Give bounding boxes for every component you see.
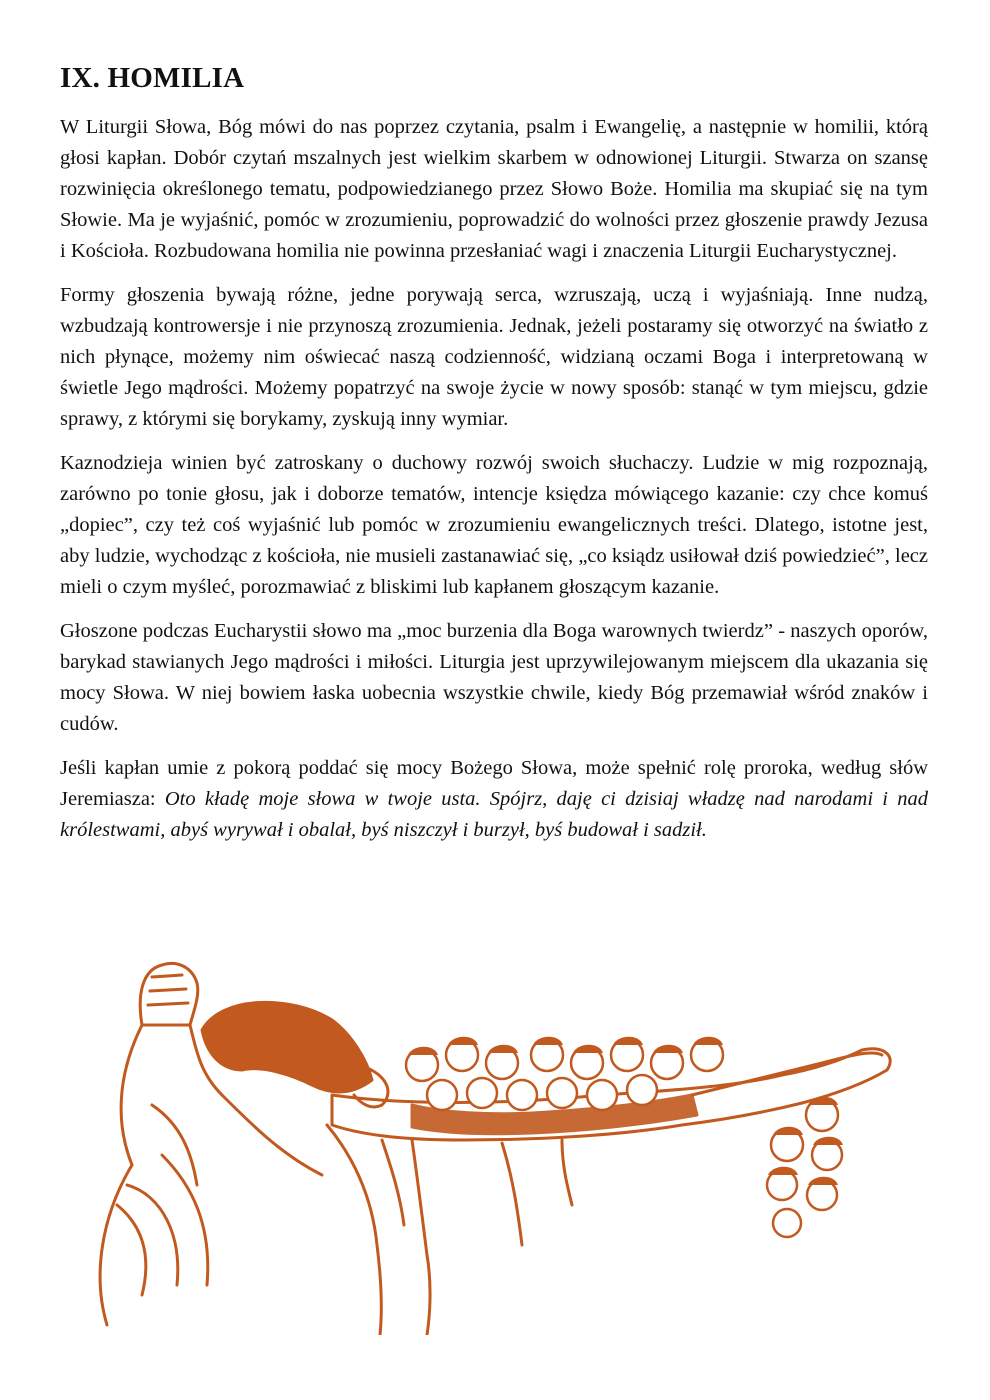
paragraph-3: Kaznodzieja winien być zatroskany o duchowy rozwój swoich słuchaczy. Ludzie w mig rozpoznają, zarówno po tonie głosu, jak i doborze tematów, intencje księdza mówiącego kazanie: czy chce komuś „dopiec”, czy też coś wyjaśnić lub pomóc w zrozumieniu ewangelicznych treści. Dlatego, istotne jest, aby ludzie, wychodząc z kościoła, nie musieli zastanawiać się, „co ksiądz usiłował dziś powiedzieć”, lecz mieli o czym myśleć, porozmawiać z bliskimi lub kapłanem głoszącym kazanie. bbox=[60, 452, 928, 598]
paragraph-5 bbox=[60, 753, 928, 846]
jeremiah-quote: Oto kładę moje słowa w twoje usta. Spójrz, daję ci dzisiaj władzę nad narodami i nad królestwami, abyś wyrywał i obalał, byś niszczył i burzył, byś budował i sadził. bbox=[60, 788, 928, 841]
body-text bbox=[60, 112, 928, 859]
paragraph-2: Formy głoszenia bywają różne, jedne porywają serca, wzruszają, uczą i wyjaśniają. Inne nudzą, wzbudzają kontrowersje i nie przynoszą zrozumienia. Jednak, jeżeli postaramy się otworzyć na światło z nich płynące, możemy nim oświecać naszą codzienność, widzianą oczami Boga i interpretowaną w świetle Jego mądrości. Możemy popatrzyć na swoje życie w nowy sposób: stanąć w tym miejscu, gdzie sprawy, z którymi się borykamy, zyskują inny wymiar. bbox=[60, 284, 928, 430]
paragraph-5-intro: Jeśli kapłan umie z pokorą poddać się mocy Bożego Słowa, może spełnić rolę proroka, według słów Jeremiasza: bbox=[60, 757, 928, 810]
paragraph-1: W Liturgii Słowa, Bóg mówi do nas poprzez czytania, psalm i Ewangelię, a następnie w homilii, którą głosi kapłan. Dobór czytań mszalnych jest wielkim skarbem w odnowionej Liturgii. Stwarza on szansę rozwinięcia określonego tematu, podpowiedzianego przez Słowo Boże. Homilia ma skupiać się na tym Słowie. Ma je wyjaśnić, pomóc w zrozumieniu, poprowadzić do wolności przez głoszenie prawdy Jezusa i Kościoła. Rozbudowana homilia nie powinna przesłaniać wagi i znaczenia Liturgii Eucharystycznej. bbox=[60, 116, 928, 262]
preacher-drawing bbox=[82, 955, 912, 1335]
preacher-illustration bbox=[82, 955, 912, 1335]
section-heading: IX. HOMILIA bbox=[60, 62, 245, 94]
paragraph-4: Głoszone podczas Eucharystii słowo ma „moc burzenia dla Boga warownych twierdz” - naszych oporów, barykad stawianych Jego mądrości i miłości. Liturgia jest uprzywilejowanym miejscem dla ukazania się mocy Słowa. W niej bowiem łaska uobecnia wszystkie chwile, kiedy Bóg przemawiał wśród znaków i cudów. bbox=[60, 620, 928, 735]
